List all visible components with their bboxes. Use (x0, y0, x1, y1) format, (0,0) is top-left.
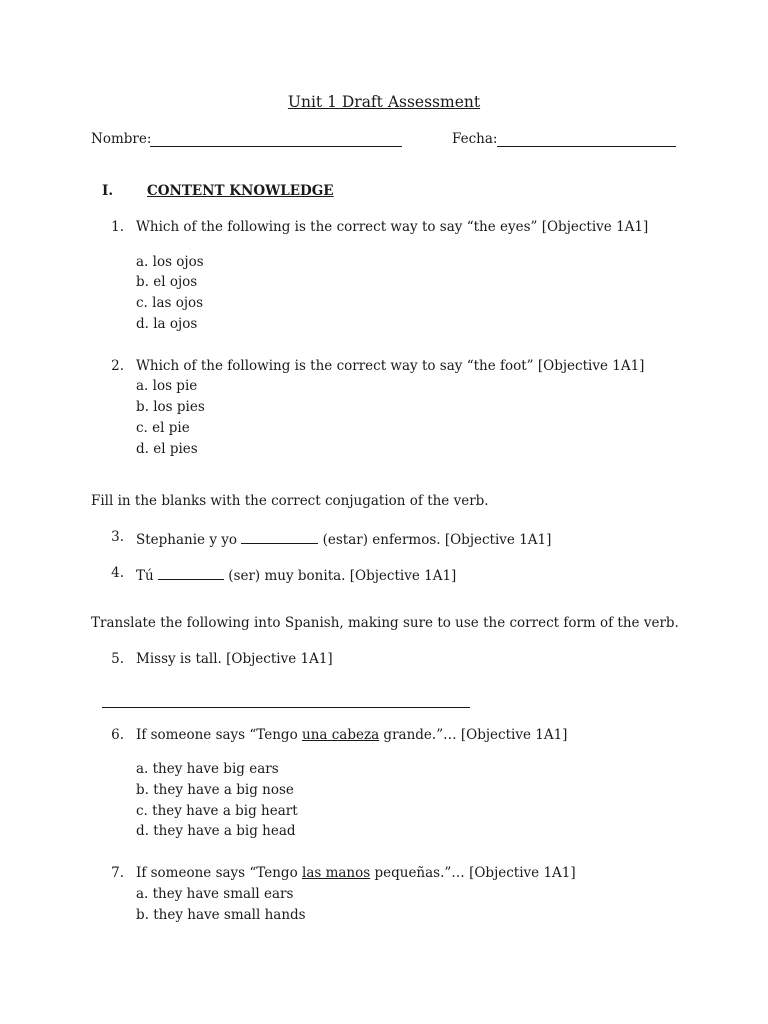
section-title: CONTENT KNOWLEDGE (147, 183, 334, 199)
question-6-option-c[interactable]: c. they have a big heart (136, 803, 298, 819)
question-4-number: 4. (111, 565, 124, 581)
question-6-option-d[interactable]: d. they have a big head (136, 823, 296, 839)
question-5-text: Missy is tall. [Objective 1A1] (136, 651, 333, 667)
question-1-text: Which of the following is the correct way to say “the eyes” [Objective 1A1] (136, 219, 649, 235)
page-title: Unit 1 Draft Assessment (287, 93, 481, 111)
question-2-option-b[interactable]: b. los pies (136, 399, 205, 415)
question-2-option-a[interactable]: a. los pie (136, 378, 198, 394)
question-2-number: 2. (111, 358, 124, 374)
section-numeral: I. (102, 183, 114, 199)
fecha-field[interactable] (497, 146, 676, 147)
question-1-option-b[interactable]: b. el ojos (136, 274, 198, 290)
question-3-text (136, 531, 551, 548)
question-5-answer-line[interactable] (102, 707, 470, 708)
question-7-pre: If someone says “Tengo (136, 865, 302, 881)
question-7-option-a[interactable]: a. they have small ears (136, 886, 294, 902)
question-7-number: 7. (111, 865, 124, 881)
question-1-option-c[interactable]: c. las ojos (136, 295, 204, 311)
question-6-post: grande.”… [Objective 1A1] (379, 727, 568, 743)
question-1-option-a[interactable]: a. los ojos (136, 254, 204, 270)
question-4-pre: Tú (136, 568, 154, 584)
question-3-number: 3. (111, 529, 124, 545)
question-1-number: 1. (111, 219, 124, 235)
translate-instructions: Translate the following into Spanish, making sure to use the correct form of the verb. (91, 615, 679, 631)
question-6-option-b[interactable]: b. they have a big nose (136, 782, 294, 798)
question-6-option-a[interactable]: a. they have big ears (136, 761, 279, 777)
nombre-label: Nombre: (91, 131, 152, 147)
question-4-blank[interactable] (158, 567, 224, 580)
question-6-underlined: una cabeza (302, 727, 380, 743)
fecha-label: Fecha: (452, 131, 498, 147)
question-6-text (136, 729, 567, 743)
question-6-number: 6. (111, 727, 124, 743)
fill-in-instructions: Fill in the blanks with the correct conjugation of the verb. (91, 493, 489, 509)
question-2-option-d[interactable]: d. el pies (136, 441, 198, 457)
question-7-post: pequeñas.”… [Objective 1A1] (370, 865, 576, 881)
question-3-blank[interactable] (241, 531, 318, 544)
question-7-option-b[interactable]: b. they have small hands (136, 907, 306, 923)
question-2-text: Which of the following is the correct way to say “the foot” [Objective 1A1] (136, 358, 645, 374)
question-7-underlined: las manos (302, 865, 371, 881)
question-4-text (136, 567, 456, 584)
question-7-text (136, 867, 576, 881)
question-1-option-d[interactable]: d. la ojos (136, 316, 198, 332)
question-2-option-c[interactable]: c. el pie (136, 420, 190, 436)
question-4-post: (ser) muy bonita. [Objective 1A1] (228, 568, 457, 584)
question-5-number: 5. (111, 651, 124, 667)
question-3-pre: Stephanie y yo (136, 532, 238, 548)
question-6-pre: If someone says “Tengo (136, 727, 302, 743)
nombre-field[interactable] (150, 146, 402, 147)
question-3-post: (estar) enfermos. [Objective 1A1] (322, 532, 552, 548)
